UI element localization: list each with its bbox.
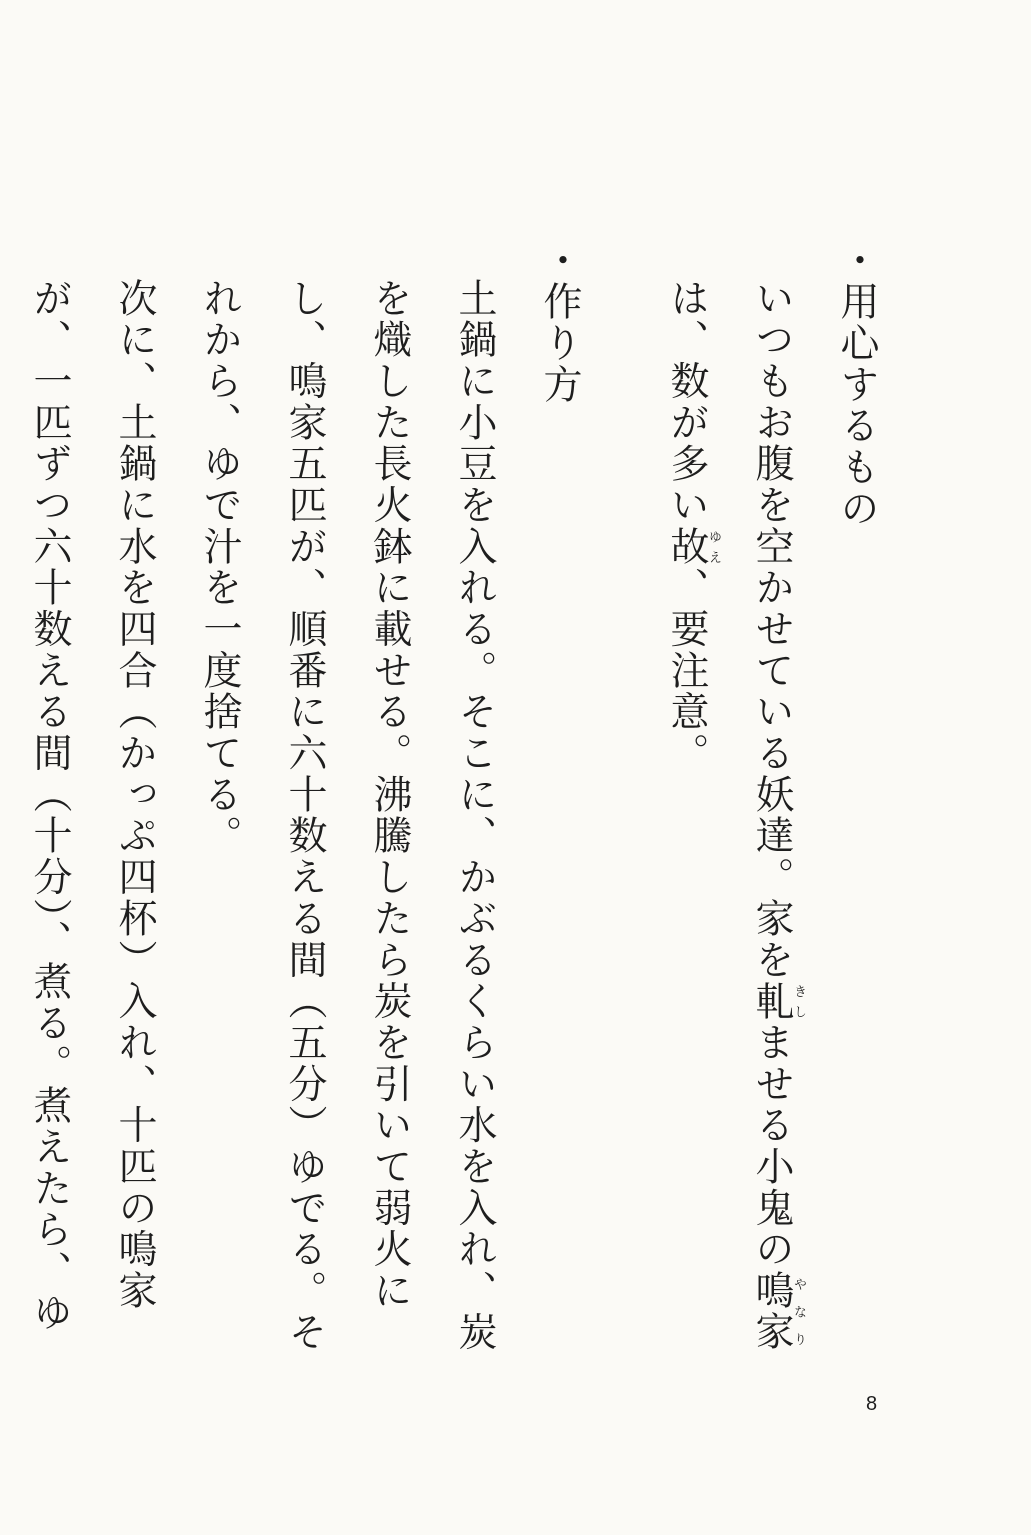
ruby-yue: 故ゆえ <box>664 526 721 568</box>
ruby-yanari: 鳴家やなり <box>749 1270 806 1353</box>
method-heading: ・作り方 <box>537 240 582 406</box>
page-number: 8 <box>866 1393 878 1415</box>
method-paragraph-1: 土鍋に小豆を入れる。そこに、かぶるくらい水を入れ、炭を熾した長火鉢に載せる。沸騰したら炭を引いて弱火にし、鳴家五匹が、順番に六十数える間（五分）ゆでる。それから、ゆで汁を一度捨てる。 <box>197 278 497 1353</box>
method-paragraph-2: 次に、土鍋に水を四合（かっぷ四杯）入れ、十匹の鳴家が、一匹ずつ六十数える間（十分）、煮る。煮えたら、ゆ <box>27 278 157 1334</box>
caution-heading: ・用心するもの <box>834 240 879 530</box>
caution-text-3: は、数が多い <box>664 278 709 527</box>
caution-text-4: 、要注意。 <box>664 567 709 775</box>
caution-text-2: ませる小鬼の <box>749 1022 794 1271</box>
caution-text-1: いつもお腹を空かせている妖達。家を <box>749 278 794 981</box>
ruby-kishi: 軋きし <box>749 980 806 1023</box>
vertical-text-block <box>0 240 899 1360</box>
caution-paragraph <box>644 240 814 1360</box>
